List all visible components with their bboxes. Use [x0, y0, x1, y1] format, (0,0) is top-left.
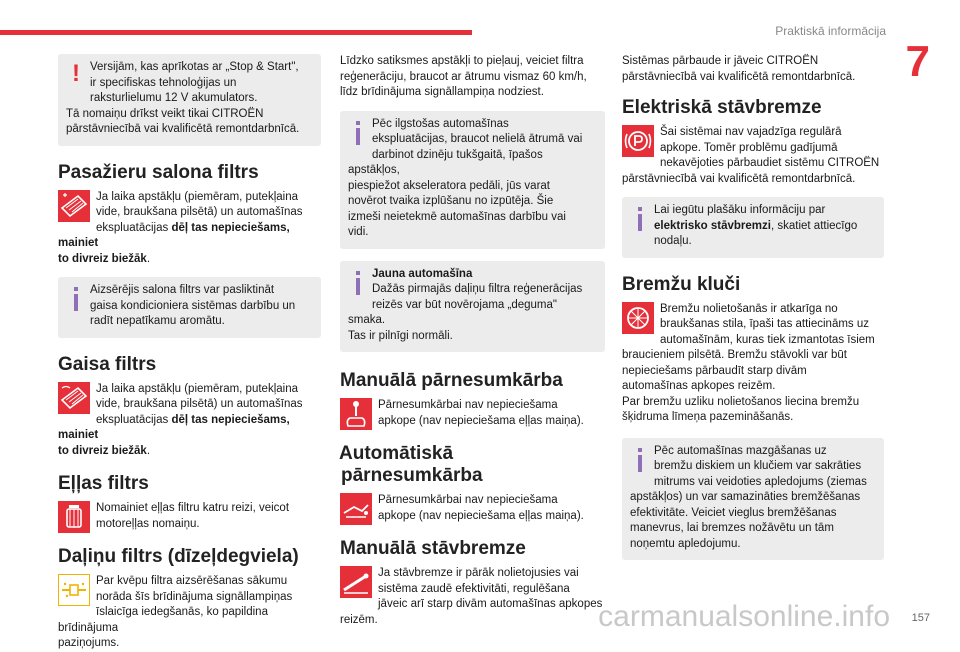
- warning-box: [58, 54, 321, 146]
- particle-filter-icon: [58, 574, 90, 606]
- text-line: Bremžu nolietošanās ir atkarīga no: [660, 302, 838, 315]
- info-icon: [638, 448, 642, 472]
- text-line: pārstāvniecībā vai kvalificētā remontdarbnīcā.: [622, 172, 856, 185]
- info-box: [340, 261, 605, 353]
- text-line: jāveic arī starp divām automašīnas apkopes: [378, 598, 603, 610]
- text-line: Līdzko satiksmes apstākļi to pieļauj, veiciet filtra: [340, 55, 584, 67]
- title-line: Automātiskā: [339, 443, 454, 464]
- text-line: norāda šīs brīdinājuma signāllampiņas: [96, 590, 293, 603]
- oil-filter-title: Eļļas filtrs: [58, 473, 149, 494]
- electric-parking-brake-icon: [622, 125, 654, 157]
- text-line: Pārnesumkārbai nav nepieciešama: [378, 494, 558, 506]
- text-line: reģenerāciju, braucot ar ātrumu vismaz 60 km/h,: [340, 70, 587, 83]
- info-line: reizēs var būt novērojama „deguma" smaka.: [348, 298, 557, 326]
- info-line: , skatiet attiecīgo: [770, 219, 858, 232]
- info-line: bremžu diskiem un klučiem var sakrāties: [654, 460, 862, 472]
- top-accent-bar: [0, 30, 472, 35]
- text-line: automašīnas apkopes reizēm.: [622, 380, 776, 392]
- text-line: nepieciešams pārbaudīt starp divām: [622, 364, 807, 377]
- info-line: Pēc automašīnas mazgāšanas uz: [654, 444, 827, 457]
- air-filter-icon: [58, 382, 90, 414]
- brake-pads-item: [622, 302, 884, 426]
- chapter-number: 7: [905, 37, 930, 86]
- system-check-text: [622, 54, 884, 85]
- text-line: ekspluatācijas: [96, 413, 172, 426]
- text-line: motoreļļas nomaiņu.: [96, 517, 200, 530]
- warning-line: Tā nomaiņu drīkst veikt tikai CITROËN: [66, 107, 264, 120]
- gearbox-icon: [340, 398, 372, 430]
- text-line: apkope (nav nepieciešama eļļas maiņa).: [378, 414, 584, 427]
- info-line: vidi.: [348, 226, 369, 238]
- oil-change-icon: [340, 493, 372, 525]
- particle-filter-item: [58, 574, 321, 652]
- manual-gearbox-title: Manuālā pārnesumkārba: [340, 370, 563, 391]
- text-line: vide, braukšana pilsētā) un automašīnas: [96, 398, 303, 410]
- info-line: nodaļu.: [654, 235, 692, 247]
- info-line: radīt nepatīkamu aromātu.: [90, 315, 225, 327]
- watermark: carmanualsonline.info: [598, 600, 890, 633]
- page-number: 157: [911, 612, 930, 624]
- text-line: Ja stāvbremze ir pārāk nolietojusies vai: [378, 567, 579, 579]
- text-line: šķidruma līmeņa pazemināšanās.: [622, 411, 794, 423]
- info-line: Tas ir pilnīgi normāli.: [348, 329, 453, 342]
- cabin-filter-icon: [58, 190, 90, 222]
- manual-parking-brake-item: [340, 566, 605, 628]
- cabin-filter-title: Pasažieru salona filtrs: [58, 161, 259, 183]
- brake-pads-icon: [622, 302, 654, 334]
- info-box: [340, 111, 605, 249]
- text-line: Ja laika apstākļu (piemēram, putekļaina: [96, 382, 298, 395]
- oil-filter-icon: [58, 501, 90, 533]
- title-line: pārnesumkārba: [341, 465, 483, 486]
- text-line: braucieniem pilsētā. Bremžu stāvokli var būt: [622, 349, 847, 361]
- warning-line: Versijām, kas aprīkotas ar „Stop & Start",: [90, 61, 299, 73]
- air-filter-title: Gaisa filtrs: [58, 353, 157, 375]
- info-line: Aizsērējis salona filtrs var pasliktināt: [90, 284, 275, 296]
- info-box: [58, 277, 321, 338]
- text-line: reizēm.: [340, 613, 378, 626]
- text-line: paziņojums.: [58, 637, 120, 649]
- text-line: sistēma zaudē efektivitāti, regulēšana: [378, 582, 570, 595]
- text-line: Par bremžu uzliku nolietošanos liecina bremžu: [622, 395, 860, 408]
- text-line: apkope (nav nepieciešama eļļas maiņa).: [378, 509, 584, 522]
- info-line: ekspluatācijas, braucot nelielā ātrumā vai: [372, 133, 583, 145]
- text-bold: dēļ tas nepieciešams, mainiet: [58, 221, 290, 249]
- text-bold: to divreiz biežāk: [58, 252, 147, 265]
- info-icon: [356, 271, 360, 295]
- info-line: noņemtu apledojumu.: [630, 537, 741, 550]
- info-icon: [356, 121, 360, 145]
- info-line: piespiežot akseleratora pedāli, jūs varat: [348, 179, 551, 192]
- text-line: .: [146, 252, 151, 265]
- auto-gearbox-item: [340, 493, 605, 524]
- column-2: [340, 54, 605, 628]
- text-line: Sistēmas pārbaude ir jāveic CITROËN: [622, 55, 819, 67]
- text-line: braukšanas stila, īpaši tas attiecināms uz: [660, 318, 870, 330]
- info-icon: [74, 287, 78, 311]
- text-line: ekspluatācijas: [96, 221, 172, 234]
- text-line: Ja laika apstākļu (piemēram, putekļaina: [96, 190, 298, 203]
- manual-parking-brake-title: Manuālā stāvbremze: [340, 538, 526, 559]
- text-line: .: [146, 444, 151, 457]
- warning-icon: !: [72, 60, 80, 87]
- info-line: izmeši neietekmē automašīnas darbību vai: [348, 210, 566, 223]
- info-line: manevrus, lai bremzes nožāvētu un tām: [630, 522, 834, 534]
- cabin-filter-item: [58, 190, 321, 268]
- parking-brake-icon: [340, 566, 372, 598]
- info-line: Dažās pirmajās daļiņu filtra reģenerācijas: [372, 283, 583, 295]
- info-line: novērot tvaika izplūšanu no izpūtēja. Šie: [348, 195, 554, 207]
- regeneration-text: [340, 54, 605, 101]
- text-line: pārstāvniecībā vai kvalificētā remontdarbnīcā.: [622, 70, 856, 83]
- text-line: Par kvēpu filtra aizsērēšanas sākumu: [96, 575, 288, 587]
- info-line: darbinot dzinēju tukšgaitā, īpašos apstākļos,: [348, 148, 543, 176]
- info-title: Jauna automašīna: [372, 267, 473, 280]
- column-3: [622, 54, 884, 560]
- electric-parking-brake-title: Elektriskā stāvbremze: [622, 97, 822, 118]
- warning-line: raksturlielumu 12 V akumulators.: [90, 92, 258, 104]
- column-1: [58, 54, 321, 652]
- air-filter-item: [58, 382, 321, 460]
- info-line: apstākļos) un var samazināties bremžēšanas: [630, 491, 861, 503]
- auto-gearbox-title: [339, 443, 605, 487]
- info-box: [622, 197, 884, 258]
- manual-gearbox-item: [340, 398, 605, 429]
- text-line: vide, braukšana pilsētā) un automašīnas: [96, 206, 303, 218]
- warning-line: ir specifiskas tehnoloģijas un: [90, 76, 237, 89]
- text-line: nekavējoties pārbaudiet sistēmu CITROËN: [660, 157, 880, 169]
- text-line: Šai sistēmai nav vajadzīga regulārā: [660, 126, 842, 138]
- text-line: līdz brīdinājuma signāllampiņa nodziest.: [340, 86, 544, 98]
- warning-line: pārstāvniecībā vai kvalificētā remontdarbnīcā.: [66, 123, 300, 135]
- info-line: mitrums vai veidoties apledojums (ziemas: [654, 475, 867, 488]
- text-line: apkope. Tomēr problēmu gadījumā: [660, 141, 838, 154]
- text-line: Pārnesumkārbai nav nepieciešama: [378, 399, 558, 411]
- electric-parking-brake-item: [622, 125, 884, 187]
- info-line: gaisa kondicioniera sistēmas darbību un: [90, 299, 296, 312]
- text-line: Nomainiet eļļas filtru katru reizi, veicot: [96, 502, 290, 514]
- info-box: [622, 438, 884, 561]
- brake-pads-title: Bremžu kluči: [622, 273, 741, 295]
- text-line: īslaicīga iedegšanās, ko papildina brīdinājuma: [58, 606, 268, 634]
- info-line: Lai iegūtu plašāku informāciju par: [654, 204, 826, 216]
- running-header: Praktiskā informācija: [775, 24, 886, 38]
- oil-filter-item: [58, 501, 321, 532]
- text-bold: to divreiz biežāk: [58, 444, 147, 457]
- info-line: efektivitāte. Veiciet vieglus bremžēšanas: [630, 506, 837, 519]
- particle-filter-title: Daļiņu filtrs (dīzeļdegviela): [58, 546, 299, 567]
- text-bold: dēļ tas nepieciešams, mainiet: [58, 413, 290, 441]
- info-bold: elektrisko stāvbremzi: [654, 219, 771, 232]
- info-line: Pēc ilgstošas automašīnas: [372, 117, 509, 130]
- text-line: automašīnām, kuras tiek izmantotas īsiem: [660, 333, 875, 346]
- info-icon: [638, 207, 642, 231]
